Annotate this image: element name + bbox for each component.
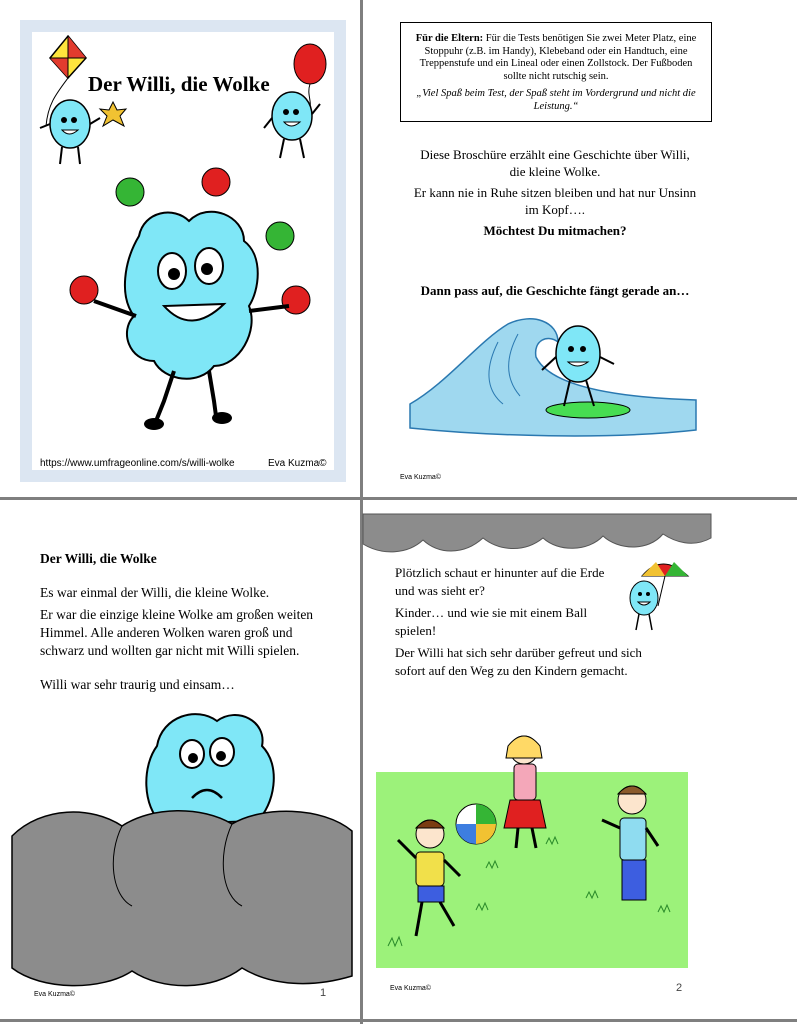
page-1-p1: Es war einmal der Willi, die kleine Wolke.: [40, 585, 270, 600]
page-1-heading: Der Willi, die Wolke: [40, 551, 157, 566]
story-start-text: Dann pass auf, die Geschichte fängt gerade an…: [420, 283, 690, 298]
dark-cloud-banner-icon: [363, 514, 713, 559]
page-1-author: Eva Kuzma©: [34, 991, 75, 998]
cover-author: Eva Kuzma©: [268, 458, 327, 469]
page-2-number: 2: [676, 982, 683, 994]
page-1-p2-line3: schwarz und wollten gar nicht mit Willi spielen.: [40, 643, 300, 658]
small-cloud-right-icon: [262, 84, 322, 164]
vertical-divider: [360, 0, 363, 1024]
page-2-author: Eva Kuzma©: [390, 985, 431, 992]
juggling-willi-icon: [64, 166, 324, 436]
page-1-text: [40, 584, 350, 694]
page-1-p2-line1: Er war die einzige kleine Wolke am großen weiten: [40, 607, 314, 622]
intro-line-4: im Kopf….: [525, 202, 585, 217]
leaf-icon: [98, 100, 128, 130]
page-2-l5: Der Willi hat sich sehr darüber gefreut und sich: [395, 645, 642, 660]
parents-info-box: [400, 22, 712, 122]
page-1-p3: Willi war sehr traurig und einsam…: [40, 677, 235, 692]
right-edge-divider: [750, 497, 797, 500]
bottom-divider: [0, 1019, 797, 1022]
page-2-l6: sofort auf den Weg zu den Kindern gemacht.: [395, 663, 628, 678]
horizontal-divider: [0, 497, 797, 500]
page-b-author: Eva Kuzma©: [400, 474, 441, 481]
intro-line-1: Diese Broschüre erzählt eine Geschichte über Willi,: [420, 147, 690, 162]
page-1-number: 1: [320, 987, 327, 999]
parents-text: Für die Tests benötigen Sie zwei Meter Platz, eine Stoppuhr (z.B. im Handy), Klebeband oder ein Handtuch, eine Treppenstufe und ein Lineal oder einen Zollstock. Der Fußboden sollte nicht rutschig sein.: [419, 33, 697, 82]
small-cloud-left-icon: [40, 92, 100, 172]
page-2-l2: und was sieht er?: [395, 583, 485, 598]
page-2-l4: spielen!: [395, 623, 437, 638]
sad-willi-dark-clouds-icon: [12, 706, 357, 986]
intro-text: [380, 146, 730, 239]
cover-url: https://www.umfrageonline.com/s/willi-wolke: [40, 458, 235, 469]
question-text: Möchtest Du mitmachen?: [483, 223, 627, 238]
cover-title: Der Willi, die Wolke: [88, 72, 270, 96]
page-2-l3: Kinder… und wie sie mit einem Ball: [395, 605, 588, 620]
page-2-l1: Plötzlich schaut er hinunter auf die Erde: [395, 565, 605, 580]
surfing-wave-icon: [408, 312, 708, 442]
children-playing-icon: [376, 728, 688, 968]
intro-line-3: Er kann nie in Ruhe sitzen bleiben und hat nur Unsinn: [413, 185, 697, 200]
umbrella-willi-icon: [622, 556, 692, 636]
intro-line-2: die kleine Wolke.: [509, 164, 601, 179]
parents-quote: „Viel Spaß beim Test, der Spaß steht im Vordergrund und nicht die Leistung.“: [416, 88, 696, 112]
parents-label: Für die Eltern:: [415, 33, 484, 44]
page-1-p2-line2: Himmel. Alle anderen Wolken waren groß und: [40, 625, 293, 640]
